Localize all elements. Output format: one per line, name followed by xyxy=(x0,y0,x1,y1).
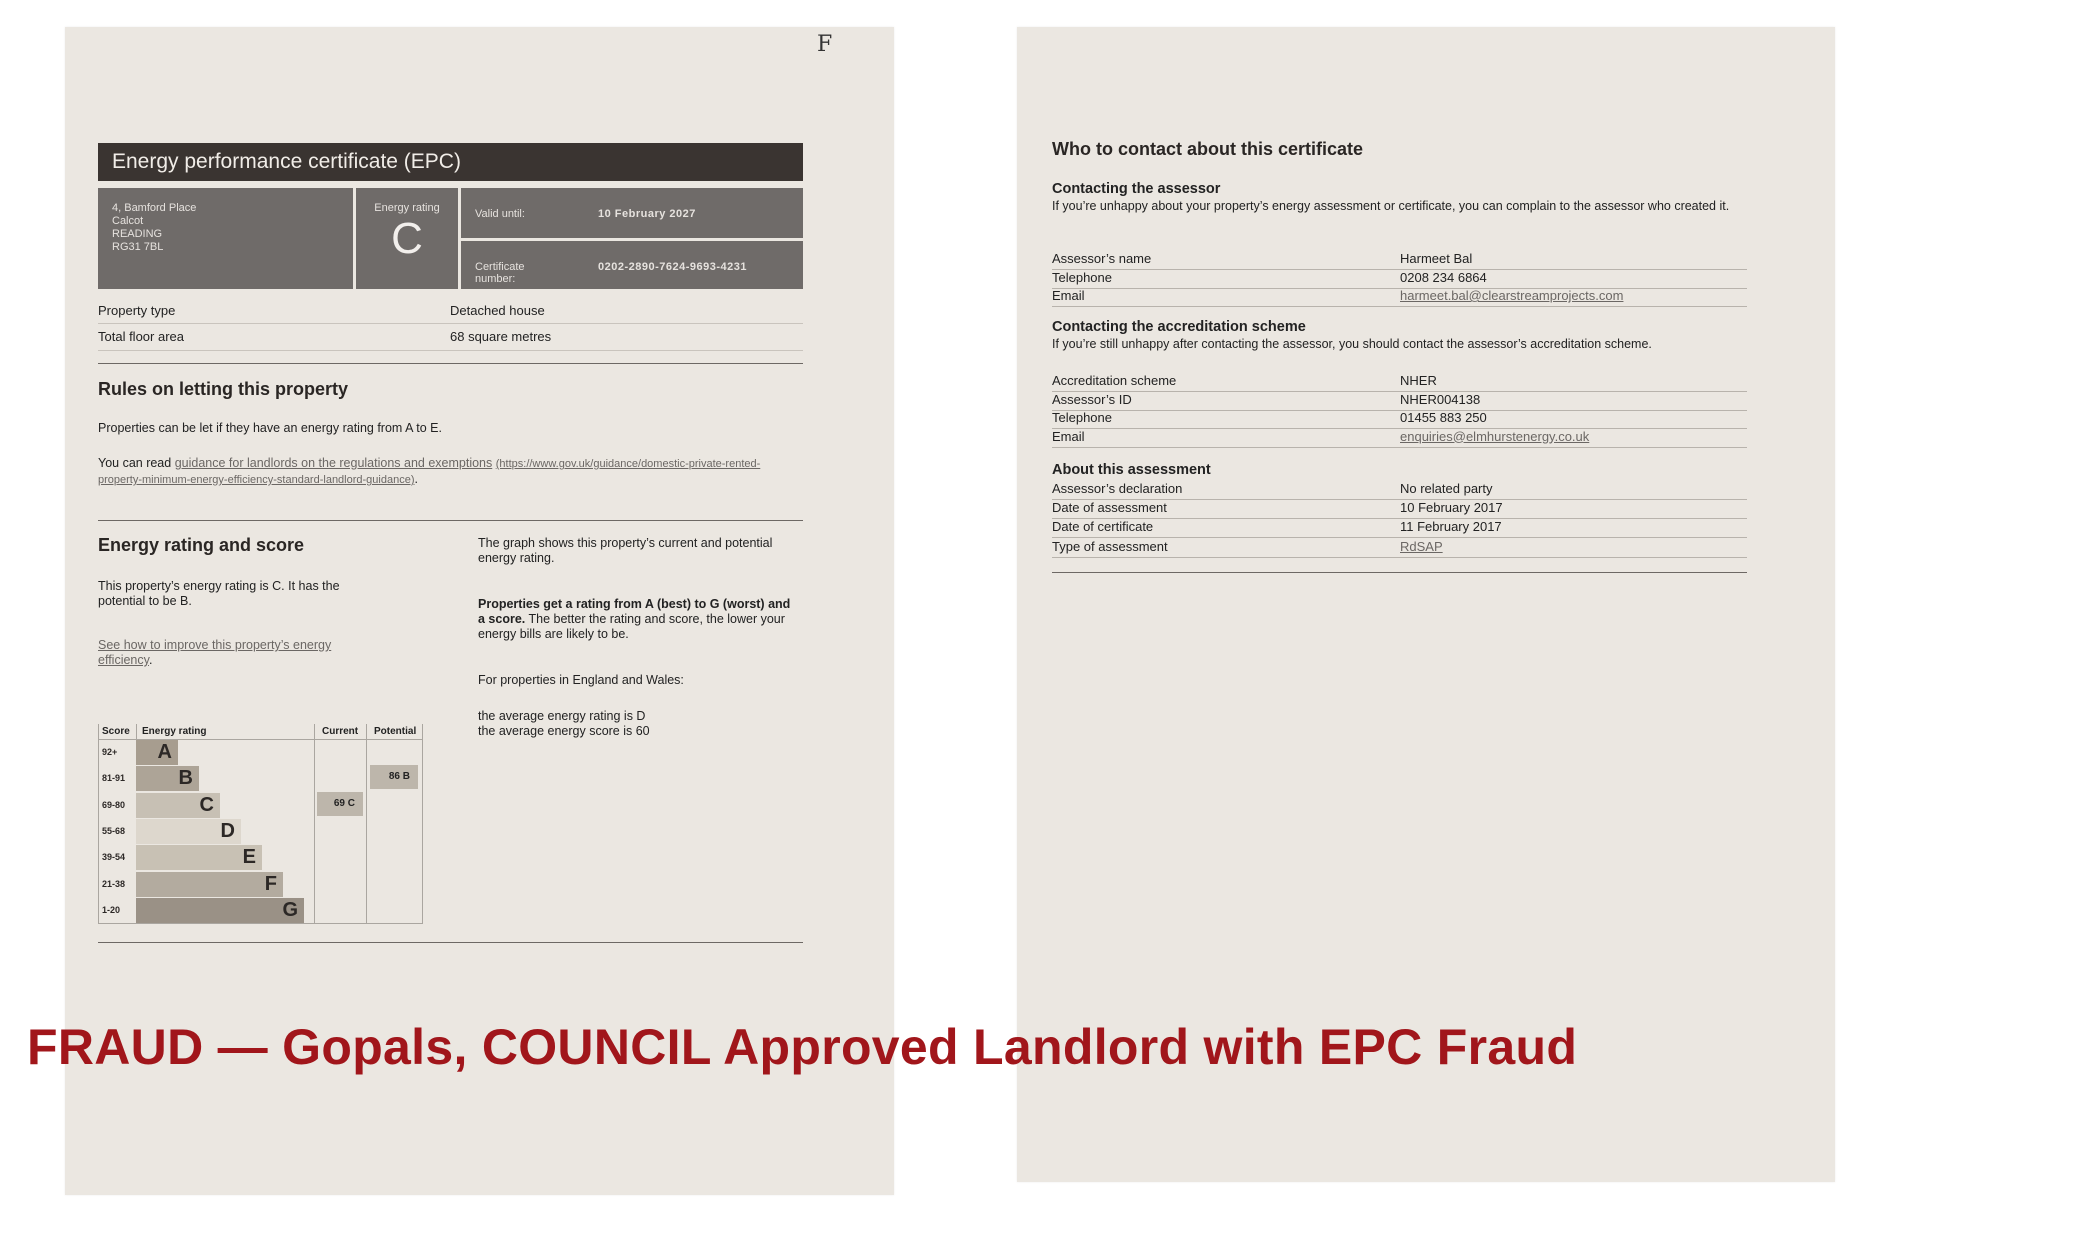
current-rating-arrow: 69 C xyxy=(317,792,363,816)
band-letter: A xyxy=(157,741,172,763)
assessor-text: If you’re unhappy about your property’s energy assessment or certificate, you can complain to the assessor who created it. xyxy=(1052,199,1730,213)
band-score: 69-80 xyxy=(102,799,126,810)
divider xyxy=(98,323,803,324)
improve-link[interactable]: See how to improve this property’s energy efficiency xyxy=(98,638,332,667)
chart-rule xyxy=(422,724,423,924)
improve-paragraph xyxy=(98,638,388,668)
rules-text: Properties can be let if they have an energy rating from A to E. xyxy=(98,421,442,435)
guidance-url[interactable]: (https://www.gov.uk/guidance/domestic-private-rented-property-minimum-energy-efficiency-standard-landlord-guidance) xyxy=(98,458,761,486)
band-bar xyxy=(136,845,262,870)
section-divider xyxy=(1052,572,1747,573)
valid-until-label: Valid until: xyxy=(475,208,525,220)
address-line: 4, Bamford Place xyxy=(112,202,197,214)
band-letter: D xyxy=(220,819,235,842)
address-line: Calcot xyxy=(112,215,144,227)
score-heading: Energy rating and score xyxy=(98,535,305,555)
chart-rule xyxy=(136,724,137,739)
row-value: Harmeet Bal xyxy=(1400,251,1473,266)
divider xyxy=(98,350,803,351)
improve-suffix: . xyxy=(148,653,153,667)
table-row xyxy=(1052,539,1747,558)
certificate-number-box xyxy=(461,241,803,289)
band-score: 81-91 xyxy=(102,773,126,784)
scheme-text: If you’re still unhappy after contacting the assessor, you should contact the assessor’s accreditation scheme. xyxy=(1052,337,1652,351)
certificate-number-label: Certificate number: xyxy=(475,261,525,285)
row-label: Accreditation scheme xyxy=(1052,373,1177,388)
table-row xyxy=(1052,270,1747,289)
band-bar xyxy=(136,766,199,791)
row-label: Telephone xyxy=(1052,410,1112,425)
average-score-text: the average energy score is 60 xyxy=(478,724,650,738)
chart-rule xyxy=(98,923,423,924)
property-type-value: Detached house xyxy=(450,303,545,318)
guidance-suffix: . xyxy=(414,472,418,486)
section-divider xyxy=(98,520,803,521)
row-label: Email xyxy=(1052,288,1085,303)
band-score: 92+ xyxy=(102,747,118,757)
row-label: Type of assessment xyxy=(1052,538,1168,554)
chart-header-rating: Energy rating xyxy=(142,726,207,737)
row-label: Assessor’s ID xyxy=(1052,391,1132,407)
band-letter: E xyxy=(242,846,256,869)
property-type-label: Property type xyxy=(98,303,176,318)
energy-rating-label: Energy rating xyxy=(374,202,440,214)
scheme-heading: Contacting the accreditation scheme xyxy=(1052,319,1306,335)
score-text: This property’s energy rating is C. It has the potential to be B. xyxy=(98,579,340,608)
row-label: Date of certificate xyxy=(1052,519,1154,535)
band-score: 21-38 xyxy=(102,878,126,889)
floor-area-value: 68 square metres xyxy=(450,329,552,344)
row-label: Assessor’s declaration xyxy=(1052,481,1183,496)
table-row xyxy=(1052,251,1747,270)
certificate-page-2 xyxy=(1017,27,1835,1182)
certificate-number-value: 0202-2890-7624-9693-4231 xyxy=(598,261,748,273)
graph-text: The graph shows this property’s current and potential energy rating. xyxy=(478,536,773,565)
potential-rating-arrow: 86 B xyxy=(370,765,418,789)
row-value: 10 February 2017 xyxy=(1400,500,1503,516)
row-link[interactable]: RdSAP xyxy=(1400,538,1443,554)
guidance-paragraph xyxy=(98,456,788,488)
row-value: 0208 234 6864 xyxy=(1400,269,1487,285)
fraud-overlay-caption: FRAUD — Gopals, COUNCIL Approved Landlord with EPC Fraud xyxy=(27,1019,1578,1075)
table-row xyxy=(1052,392,1747,411)
property-address xyxy=(98,188,353,289)
chart-rule xyxy=(366,724,367,924)
row-link[interactable]: harmeet.bal@clearstreamprojects.com xyxy=(1400,288,1624,303)
chart-header-current: Current xyxy=(322,726,359,737)
energy-rating-value: C xyxy=(391,214,423,263)
table-row xyxy=(1052,500,1747,519)
row-value: NHER004138 xyxy=(1400,391,1481,407)
band-bar xyxy=(136,872,283,897)
table-row xyxy=(1052,410,1747,429)
row-link[interactable]: enquiries@elmhurstenergy.co.uk xyxy=(1400,428,1590,444)
row-label: Telephone xyxy=(1052,269,1112,285)
average-rating-text: the average energy rating is D xyxy=(478,709,646,723)
band-letter: C xyxy=(199,793,214,816)
chart-rule xyxy=(314,724,315,924)
contact-heading: Who to contact about this certificate xyxy=(1052,139,1364,159)
floor-area-label: Total floor area xyxy=(98,329,184,344)
band-letter: B xyxy=(178,767,193,790)
section-divider xyxy=(98,363,803,364)
band-bar xyxy=(136,740,178,765)
band-letter: F xyxy=(264,872,277,895)
rules-heading: Rules on letting this property xyxy=(98,379,349,399)
chart-rule xyxy=(98,724,99,924)
table-row xyxy=(1052,519,1747,538)
band-score: 55-68 xyxy=(102,825,126,836)
band-letter: G xyxy=(282,898,298,921)
chart-header-potential: Potential xyxy=(374,726,417,737)
valid-until-box xyxy=(461,188,803,238)
chart-header-score: Score xyxy=(102,726,130,737)
address-line: RG31 7BL xyxy=(112,241,164,253)
row-value: NHER xyxy=(1400,373,1437,388)
band-score: 39-54 xyxy=(102,852,126,863)
row-label: Assessor’s name xyxy=(1052,251,1152,266)
guidance-prefix: You can read xyxy=(98,456,175,470)
address-line: READING xyxy=(112,228,163,240)
band-score: 1-20 xyxy=(102,904,121,915)
band-bar xyxy=(136,793,220,818)
section-divider xyxy=(98,942,803,943)
row-label: Email xyxy=(1052,428,1085,444)
guidance-link[interactable]: guidance for landlords on the regulations and exemptions xyxy=(174,456,493,470)
about-heading: About this assessment xyxy=(1052,462,1211,478)
table-row xyxy=(1052,429,1747,448)
row-value: 01455 883 250 xyxy=(1400,410,1487,425)
table-row xyxy=(1052,288,1747,307)
table-row xyxy=(1052,481,1747,500)
valid-until-value: 10 February 2027 xyxy=(598,208,696,220)
handwritten-mark: F xyxy=(817,32,833,57)
band-bar xyxy=(136,819,241,844)
rating-explainer-bold: Properties get a rating from A (best) to G (worst) and a score. xyxy=(478,597,791,626)
table-row xyxy=(1052,373,1747,392)
rating-explainer-rest: The better the rating and score, the lower your energy bills are likely to be. xyxy=(478,612,785,641)
assessor-heading: Contacting the assessor xyxy=(1052,181,1221,197)
epc-header: Energy performance certificate (EPC) xyxy=(98,143,803,181)
energy-rating-box xyxy=(356,188,458,289)
row-value: 11 February 2017 xyxy=(1400,519,1502,535)
row-value: No related party xyxy=(1400,481,1493,496)
energy-rating-chart xyxy=(98,724,423,924)
row-label: Date of assessment xyxy=(1052,500,1167,516)
band-bar xyxy=(136,898,304,923)
rating-explainer xyxy=(478,597,798,642)
england-text: For properties in England and Wales: xyxy=(478,673,684,687)
